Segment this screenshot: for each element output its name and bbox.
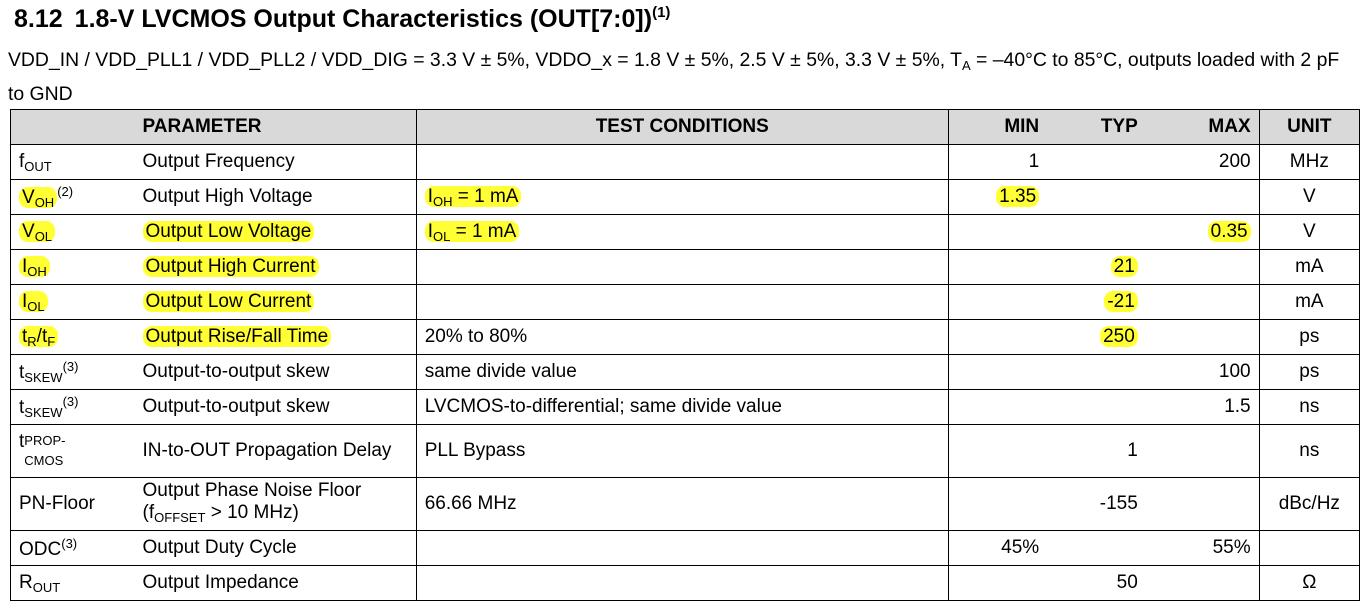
- typ-value-cell: [1047, 285, 1146, 320]
- symbol-base: t: [19, 431, 25, 452]
- symbol: [19, 539, 61, 560]
- test-condition-cell: [416, 390, 948, 425]
- header-typ: TYP: [1047, 110, 1146, 145]
- parameter-text-tail: > 10 MHz): [205, 501, 299, 523]
- conditions-subscript: A: [962, 58, 971, 73]
- symbol-subscript: OL: [34, 228, 53, 244]
- unit-value-cell: [1259, 145, 1359, 180]
- parameter-text: Output High Voltage: [142, 186, 313, 207]
- symbol-base-2: /t: [36, 325, 48, 347]
- min-value-cell: [948, 320, 1047, 355]
- unit-value-cell: [1259, 180, 1359, 215]
- characteristics-table: [10, 109, 1360, 601]
- test-condition-text: I: [427, 185, 433, 207]
- symbol-cell: [11, 320, 135, 355]
- min-value-cell: [948, 355, 1047, 390]
- header-min: MIN: [948, 110, 1047, 145]
- test-condition-subscript: OL: [432, 228, 451, 244]
- symbol-subscript: SKEW: [24, 405, 63, 420]
- table-row: [11, 145, 1360, 180]
- table-row: [11, 250, 1360, 285]
- symbol-cell: [11, 285, 135, 320]
- test-condition: [425, 186, 522, 207]
- parameter-name: [143, 361, 330, 382]
- table-row: [11, 425, 1360, 478]
- test-condition: [425, 221, 520, 242]
- max-value-cell: [1146, 355, 1259, 390]
- parameter-cell: [135, 285, 417, 320]
- min-value-cell: [948, 531, 1047, 566]
- symbol: [19, 221, 55, 242]
- test-condition: [425, 361, 577, 382]
- min-value: 1.35: [996, 186, 1039, 207]
- unit-value-cell: [1259, 531, 1359, 566]
- typ-value: 21: [1111, 256, 1138, 277]
- unit-value-cell: [1259, 250, 1359, 285]
- parameter-cell: [135, 478, 417, 531]
- max-value-cell: [1146, 425, 1259, 478]
- symbol-subscript: OUT: [24, 158, 52, 174]
- typ-value-cell: [1047, 531, 1146, 566]
- parameter-text: Output Frequency: [142, 151, 295, 172]
- symbol-base: ODC: [19, 538, 62, 560]
- parameter-name: [143, 326, 332, 347]
- parameter-cell: [135, 531, 417, 566]
- unit-value: mA: [1295, 291, 1324, 312]
- test-condition-cell: [416, 250, 948, 285]
- test-condition-cell: [416, 355, 948, 390]
- unit-value: ps: [1299, 326, 1320, 347]
- max-value-cell: [1146, 180, 1259, 215]
- footnote-ref: (3): [62, 394, 79, 409]
- test-condition-cell: [416, 531, 948, 566]
- symbol-subscript: OUT: [32, 579, 61, 595]
- min-value-cell: [948, 145, 1047, 180]
- unit-value-cell: [1259, 425, 1359, 478]
- min-value: 1: [1028, 151, 1040, 172]
- max-value: 100: [1218, 361, 1251, 382]
- parameter-name: [143, 221, 315, 242]
- symbol: [19, 493, 95, 514]
- table-row: [11, 215, 1360, 250]
- unit-value: mA: [1295, 256, 1324, 277]
- parameter-name: [143, 572, 299, 593]
- parameter-name: [143, 480, 362, 523]
- min-value-cell: [948, 390, 1047, 425]
- test-condition-cell: [416, 180, 948, 215]
- parameter-cell: [135, 145, 417, 180]
- typ-value-cell: [1047, 250, 1146, 285]
- parameter-cell: [135, 390, 417, 425]
- typ-value-cell: [1047, 566, 1146, 601]
- min-value-cell: [948, 250, 1047, 285]
- unit-value: V: [1302, 221, 1316, 242]
- typ-value-cell: [1047, 390, 1146, 425]
- max-value-cell: [1146, 145, 1259, 180]
- typ-value: -155: [1099, 493, 1138, 514]
- min-value-cell: [948, 425, 1047, 478]
- section-number: 8.12: [14, 5, 63, 33]
- unit-value: MHz: [1289, 151, 1329, 172]
- unit-value-cell: [1259, 478, 1359, 531]
- unit-value-cell: [1259, 566, 1359, 601]
- parameter-text: Output Impedance: [142, 572, 299, 593]
- symbol-base: t: [19, 362, 25, 383]
- typ-value-cell: [1047, 215, 1146, 250]
- test-condition-text: same divide value: [424, 361, 577, 382]
- max-value: 55%: [1212, 537, 1251, 558]
- symbol-cell: [11, 355, 135, 390]
- symbol-base: I: [22, 255, 28, 277]
- test-condition-text: 20% to 80%: [424, 326, 528, 347]
- test-condition-text: PLL Bypass: [424, 440, 526, 461]
- min-value-cell: [948, 285, 1047, 320]
- max-value-cell: [1146, 390, 1259, 425]
- typ-value-cell: [1047, 145, 1146, 180]
- symbol-cell: [11, 250, 135, 285]
- symbol-subscript: OH: [27, 263, 47, 279]
- section-title: [14, 4, 670, 34]
- parameter-text: Output-to-output skew: [142, 361, 330, 382]
- symbol-base: t: [22, 325, 28, 347]
- symbol: [19, 572, 60, 593]
- test-condition-cell: [416, 566, 948, 601]
- max-value: 0.35: [1208, 221, 1251, 242]
- unit-value: ns: [1299, 396, 1320, 417]
- symbol-cell: [11, 478, 135, 531]
- symbol-cell: [11, 566, 135, 601]
- test-condition-cell: [416, 320, 948, 355]
- symbol-base: PN-Floor: [19, 493, 96, 514]
- max-value-cell: [1146, 566, 1259, 601]
- min-value-cell: [948, 566, 1047, 601]
- parameter-text: Output Phase Noise Floor (f: [142, 479, 362, 523]
- typ-value: -21: [1104, 291, 1137, 312]
- parameter-name: [143, 537, 297, 558]
- symbol-subscript: OH: [34, 195, 55, 210]
- header-test-conditions: TEST CONDITIONS: [416, 110, 948, 145]
- symbol-cell: [11, 145, 135, 180]
- max-value-cell: [1146, 250, 1259, 285]
- footnote-ref: (3): [61, 535, 78, 551]
- typ-value-cell: [1047, 478, 1146, 531]
- parameter-cell: [135, 355, 417, 390]
- test-condition-tail: = 1 mA: [452, 185, 519, 207]
- typ-value: 50: [1116, 572, 1138, 593]
- symbol: [19, 362, 63, 383]
- parameter-name: [143, 186, 313, 207]
- parameter-cell: [135, 180, 417, 215]
- symbol: [19, 397, 63, 418]
- unit-value-cell: [1259, 320, 1359, 355]
- typ-value-cell: [1047, 320, 1146, 355]
- symbol-subscript: SKEW: [24, 370, 63, 385]
- typ-value-cell: [1047, 180, 1146, 215]
- max-value-cell: [1146, 320, 1259, 355]
- symbol-base: R: [19, 571, 33, 593]
- parameter-text: Output-to-output skew: [142, 396, 330, 417]
- unit-value: Ω: [1302, 572, 1317, 593]
- parameter-name: [143, 396, 330, 417]
- test-condition: [425, 493, 517, 514]
- table-row: [11, 285, 1360, 320]
- parameter-cell: [135, 425, 417, 478]
- table-row: [11, 390, 1360, 425]
- parameter-text: Output Low Voltage: [145, 221, 312, 242]
- table-row: [11, 531, 1360, 566]
- symbol-cell: [11, 531, 135, 566]
- table-row: [11, 320, 1360, 355]
- header-parameter: PARAMETER: [135, 110, 417, 145]
- unit-value-cell: [1259, 285, 1359, 320]
- conditions-text-tail: = –40°C to 85°C, outputs loaded with 2 pF to GND: [8, 49, 1340, 105]
- min-value: 45%: [1001, 537, 1040, 558]
- parameter-cell: [135, 250, 417, 285]
- table-row: [11, 566, 1360, 601]
- symbol: [19, 187, 57, 208]
- footnote-ref: (3): [62, 359, 79, 374]
- max-value: 1.5: [1224, 396, 1251, 417]
- test-condition-text: 66.66 MHz: [424, 493, 517, 514]
- symbol: [19, 291, 48, 312]
- max-value-cell: [1146, 478, 1259, 531]
- table-row: [11, 478, 1360, 531]
- test-condition-text: I: [427, 220, 433, 242]
- test-condition-cell: [416, 145, 948, 180]
- symbol-cell: [11, 180, 135, 215]
- unit-value: ps: [1299, 361, 1320, 382]
- unit-value: V: [1302, 186, 1316, 207]
- table-header-row: [11, 110, 1360, 145]
- parameter-name: [143, 256, 319, 277]
- typ-value: 250: [1100, 326, 1138, 347]
- test-condition-tail: = 1 mA: [450, 220, 517, 242]
- test-condition-text: LVCMOS-to-differential; same divide value: [424, 396, 782, 417]
- unit-value-cell: [1259, 355, 1359, 390]
- parameter-cell: [135, 215, 417, 250]
- parameter-subscript: OFFSET: [154, 509, 206, 525]
- parameter-name: [143, 440, 392, 461]
- unit-value: dBc/Hz: [1278, 493, 1340, 514]
- typ-value-cell: [1047, 425, 1146, 478]
- min-value-cell: [948, 215, 1047, 250]
- parameter-name: [143, 151, 295, 172]
- parameter-name: [143, 291, 315, 312]
- parameter-cell: [135, 320, 417, 355]
- table-row: [11, 355, 1360, 390]
- typ-value-cell: [1047, 355, 1146, 390]
- max-value-cell: [1146, 285, 1259, 320]
- unit-value-cell: [1259, 390, 1359, 425]
- header-max: MAX: [1146, 110, 1259, 145]
- test-condition: [425, 440, 526, 461]
- symbol-base: I: [22, 290, 28, 312]
- test-condition-cell: [416, 215, 948, 250]
- header-unit: UNIT: [1259, 110, 1359, 145]
- section-title-text: 1.8-V LVCMOS Output Characteristics (OUT[7:0]): [74, 5, 653, 33]
- max-value-cell: [1146, 215, 1259, 250]
- symbol-base: V: [22, 187, 35, 208]
- symbol-base: f: [19, 150, 25, 172]
- symbol: [19, 431, 84, 468]
- symbol-base: t: [19, 397, 25, 418]
- conditions-text: VDD_IN / VDD_PLL1 / VDD_PLL2 / VDD_DIG = 3.3 V ± 5%, VDDO_x = 1.8 V ± 5%, 2.5 V ± 5%, 3.3 V ± 5%, T: [8, 49, 962, 71]
- test-condition-subscript: OH: [432, 193, 453, 209]
- symbol: [19, 256, 50, 277]
- parameter-text: IN-to-OUT Propagation Delay: [142, 440, 392, 461]
- max-value-cell: [1146, 531, 1259, 566]
- parameter-text: Output Low Current: [145, 291, 312, 312]
- title-footnote-ref: (1): [652, 4, 671, 21]
- symbol-cell: [11, 390, 135, 425]
- test-condition-cell: [416, 425, 948, 478]
- symbol: [19, 326, 58, 347]
- symbol-subscript-2: F: [47, 333, 56, 349]
- symbol-subscript: OL: [27, 298, 45, 314]
- parameter-text: Output Rise/Fall Time: [145, 326, 329, 347]
- test-condition-cell: [416, 285, 948, 320]
- max-value: 200: [1218, 151, 1251, 172]
- parameter-text: Output High Current: [145, 256, 316, 277]
- footnote-ref: (2): [57, 184, 74, 199]
- test-condition: [425, 326, 527, 347]
- unit-value: ns: [1299, 440, 1320, 461]
- test-condition: [425, 396, 782, 417]
- operating-conditions: [8, 46, 1358, 108]
- unit-value-cell: [1259, 215, 1359, 250]
- test-condition-cell: [416, 478, 948, 531]
- min-value-cell: [948, 180, 1047, 215]
- symbol-cell: [11, 215, 135, 250]
- symbol-cell: [11, 425, 135, 478]
- parameter-cell: [135, 566, 417, 601]
- symbol-subscript: PROP-CMOS: [24, 433, 66, 468]
- table-row: [11, 180, 1360, 215]
- symbol: [19, 151, 52, 172]
- parameter-text: Output Duty Cycle: [142, 537, 297, 558]
- symbol-base: V: [22, 220, 35, 242]
- typ-value: 1: [1127, 440, 1138, 461]
- symbol-subscript: R: [27, 333, 37, 349]
- min-value-cell: [948, 478, 1047, 531]
